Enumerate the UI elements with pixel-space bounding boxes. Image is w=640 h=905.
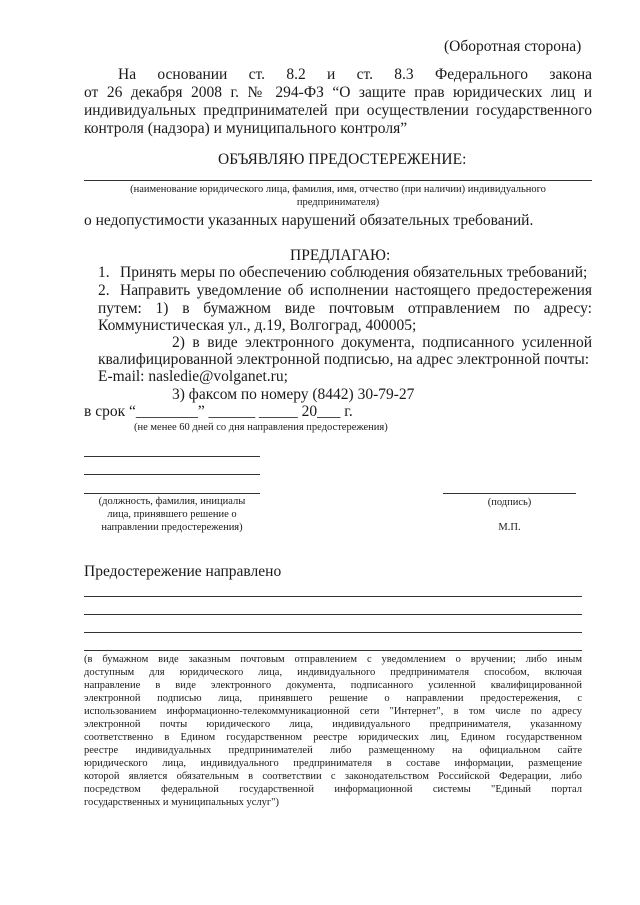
signature-line — [443, 493, 576, 494]
sent-note-line-11: посредством федеральной государственной информационной системы "Единый портал — [84, 784, 582, 795]
sent-heading: Предостережение направлено — [84, 563, 282, 580]
sent-line-3 — [84, 632, 582, 633]
reverse-side-label: (Оборотная сторона) — [444, 38, 582, 55]
declaration-statement: о недопустимости указанных нарушений обязательных требований. — [84, 212, 534, 229]
position-caption-line-2: лица, принявшего решение о — [107, 509, 237, 520]
preamble-line-4: контроля (надзора) и муниципального контроля” — [84, 120, 408, 137]
sent-note-line-6: электронной почты юридического лица, индивидуального предпринимателя, указанному — [84, 719, 582, 730]
sent-note-line-2: доступным для юридического лица, индивидуального предпринимателя способом, включая — [84, 667, 582, 678]
sent-note-line-1: (в бумажном виде заказным почтовым отправлением с уведомлением о вручении; либо иным — [84, 654, 582, 665]
seal-label: М.П. — [498, 522, 521, 533]
item-1-text: Принять меры по обеспечению соблюдения обязательных требований; — [120, 264, 588, 281]
item-2-number: 2. — [98, 282, 110, 299]
deadline-note: (не менее 60 дней со дня направления предостережения) — [134, 422, 388, 433]
position-line-3 — [84, 493, 260, 494]
position-caption-line-1: (должность, фамилия, инициалы — [98, 496, 246, 507]
item-2-line-2: путем: 1) в бумажном виде почтовым отправлением по адресу: — [98, 300, 592, 317]
sent-line-2 — [84, 614, 582, 615]
recipient-name-line — [84, 180, 592, 181]
sent-note-line-4: электронной подписью лица, принявшего решение о направлении предостережения, с — [84, 693, 582, 704]
item-2-line-1: Направить уведомление об исполнении настоящего предостережения — [120, 282, 592, 299]
signature-caption: (подпись) — [487, 497, 532, 508]
sent-line-4 — [84, 650, 582, 651]
proposal-heading: ПРЕДЛАГАЮ: — [290, 247, 391, 264]
fax-line: 3) факсом по номеру (8442) 30-79-27 — [172, 386, 415, 403]
sent-note-line-8: реестре индивидуальных предпринимателей либо размещенному на официальном сайте — [84, 745, 582, 756]
item-2-line-5: квалифицированной электронной подписью, на адрес электронной почты: — [98, 351, 590, 368]
recipient-caption-line-1: (наименование юридического лица, фамилия, имя, отчество (при наличии) индивидуального — [130, 184, 546, 195]
sent-note-line-3: направление в виде электронного документа, подписанного усиленной квалифицированной — [84, 680, 582, 691]
position-line-1 — [84, 456, 260, 457]
deadline-line: в срок “________” ______ _____ 20___ г. — [84, 403, 353, 420]
email-line: E-mail: nasledie@volganet.ru; — [98, 368, 288, 385]
preamble-line-1: На основании ст. 8.2 и ст. 8.3 Федерального закона — [118, 66, 592, 83]
preamble-line-2: от 26 декабря 2008 г. № 294-ФЗ “О защите прав юридических лиц и — [84, 84, 592, 101]
item-1-number: 1. — [98, 264, 110, 281]
recipient-caption-line-2: предпринимателя) — [296, 197, 380, 208]
sent-note-line-9: юридического лица, индивидуального предпринимателя в составе информации, размещение — [84, 758, 582, 769]
position-caption-line-3: направлении предостережения) — [101, 522, 243, 533]
item-2-line-4: 2) в виде электронного документа, подписанного усиленной — [172, 334, 592, 351]
position-line-2 — [84, 474, 260, 475]
sent-note-last-line: государственных и муниципальных услуг") — [84, 797, 279, 808]
preamble-line-3: индивидуальных предпринимателей при осуществлении государственного — [84, 102, 592, 119]
sent-note-line-7: соответственно в Едином государственном реестре юридических лиц, Едином государственном — [84, 732, 582, 743]
sent-line-1 — [84, 596, 582, 597]
item-2-line-3: Коммунистическая ул., д.19, Волгоград, 400005; — [98, 317, 417, 334]
sent-note-line-5: использованием информационно-телекоммуникационной сети "Интернет", в том числе по адресу — [84, 706, 582, 717]
sent-note-line-10: которой является обязательным в соответствии с законодательством Российской Федерации, либо — [84, 771, 582, 782]
declaration-heading: ОБЪЯВЛЯЮ ПРЕДОСТЕРЕЖЕНИЕ: — [218, 151, 467, 168]
